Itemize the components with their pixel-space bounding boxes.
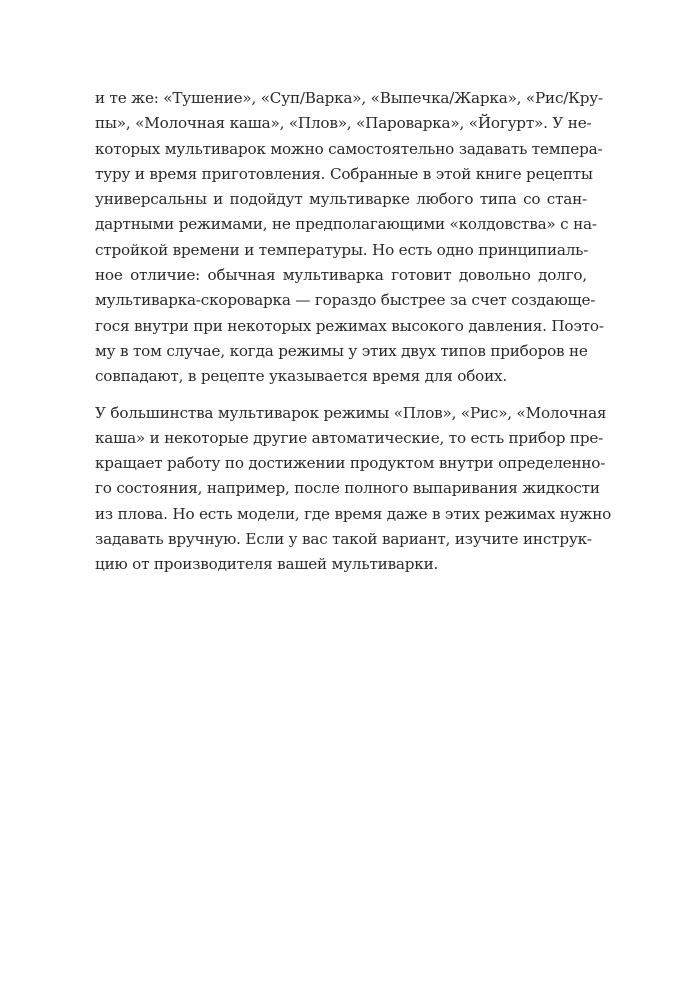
- text-line: пы», «Молочная каша», «Плов», «Пароварка», «Йогурт». У не-: [95, 114, 592, 133]
- text-line: стройкой времени и температуры. Но есть одно принципиаль-: [95, 240, 589, 259]
- text-line: задавать вручную. Если у вас такой вариант, изучите инструк-: [95, 530, 592, 549]
- paragraph-2: [95, 401, 612, 578]
- text-line: мультиварка-скороварка — гораздо быстрее за счет создающе-: [95, 291, 596, 310]
- text-line: цию от производителя вашей мультиварки.: [95, 555, 439, 574]
- text-line: и те же: «Тушение», «Суп/Варка», «Выпечка/Жарка», «Рис/Кру-: [95, 89, 603, 107]
- text-line: У большинства мультиварок режимы «Плов», «Рис», «Молочная: [95, 403, 607, 422]
- body-text: [95, 86, 612, 578]
- text-line: которых мультиварок можно самостоятельно задавать темпера-: [95, 139, 603, 158]
- text-line: совпадают, в рецепте указывается время для обоих.: [95, 367, 508, 386]
- text-line: кращает работу по достижении продуктом внутри определенно-: [95, 454, 606, 473]
- text-line: универсальны и подойдут мультиварке любого типа со стан-: [95, 190, 587, 209]
- text-line: каша» и некоторые другие автоматические, то есть прибор пре-: [95, 428, 604, 447]
- paragraph-1: [95, 86, 604, 390]
- text-line: му в том случае, когда режимы у этих двух типов приборов не: [95, 341, 588, 360]
- text-line: гося внутри при некоторых режимах высокого давления. Поэто-: [95, 316, 604, 335]
- text-line: туру и время приготовления. Собранные в этой книге рецепты: [95, 164, 593, 183]
- text-line: ное отличие: обычная мультиварка готовит довольно долго,: [95, 266, 587, 285]
- text-line: го состояния, например, после полного выпаривания жидкости: [95, 479, 600, 498]
- text-line: из плова. Но есть модели, где время даже в этих режимах нужно: [95, 504, 612, 523]
- text-line: дартными режимами, не предполагающими «колдовства» с на-: [95, 215, 597, 234]
